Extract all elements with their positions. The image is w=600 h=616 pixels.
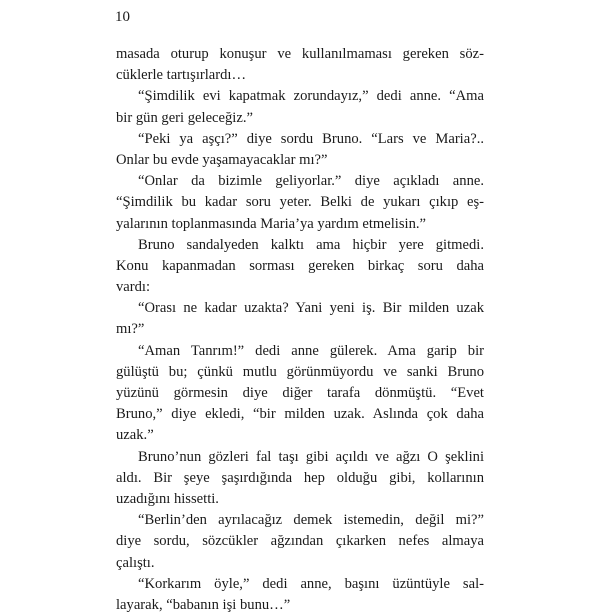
text-line: Bruno’nun gözleri fal taşı gibi açıldı ve ağzı O şeklini xyxy=(138,448,484,465)
body-text xyxy=(116,44,484,616)
text-line: uzak.” xyxy=(116,427,154,444)
text-line: Onlar bu evde yaşamayacaklar mı?” xyxy=(116,151,328,168)
text-line: yüzünü görmesin diye diğer tarafa dönmüştü. “Evet xyxy=(116,385,484,401)
text-line: “Onlar da bizimle geliyorlar.” diye açıkladı anne. xyxy=(138,173,484,190)
text-line: vardı: xyxy=(116,279,151,296)
text-line: Konu kapanmadan sorması gereken birkaç soru daha xyxy=(116,257,484,274)
text-line: “Berlin’den ayrılacağız demek istemedin, değil mi?” xyxy=(138,512,484,529)
text-line: gülüştü bu; çünkü mutlu görünmüyordu ve sanki Bruno xyxy=(116,363,484,380)
text-line: “Korkarım öyle,” dedi anne, başını üzüntüyle sal- xyxy=(138,575,484,592)
text-line: “Şimdilik evi kapatmak zorundayız,” dedi anne. “Ama xyxy=(138,88,484,105)
text-line: “Orası ne kadar uzakta? Yani yeni iş. Bir milden uzak xyxy=(138,300,484,317)
text-line: mı?” xyxy=(116,321,145,338)
text-line: aldı. Bir şeye şaşırdığında hep olduğu gibi, kollarının xyxy=(116,469,484,486)
text-line: cüklerle tartışırlardı… xyxy=(116,67,247,84)
text-line: Bruno,” diye ekledi, “bir milden uzak. Aslında çok daha xyxy=(116,406,484,423)
text-line: diye sordu, sözcükler ağzından çıkarken nefes almaya xyxy=(116,533,484,550)
text-line: masada oturup konuşur ve kullanılmaması gereken söz- xyxy=(116,46,484,62)
text-line: çalıştı. xyxy=(116,554,155,571)
text-line: Bruno sandalyeden kalktı ama hiçbir yere gitmedi. xyxy=(138,236,484,253)
text-line: “Peki ya aşçı?” diye sordu Bruno. “Lars ve Maria?.. xyxy=(138,130,484,147)
text-line: bir gün geri geleceğiz.” xyxy=(116,109,253,126)
text-line: uzadığını hissetti. xyxy=(116,490,219,507)
text-line: “Şimdilik bu kadar soru yeter. Belki de yukarı çıkıp eş- xyxy=(116,194,484,211)
text-line: “Aman Tanrım!” dedi anne gülerek. Ama garip bir xyxy=(138,342,484,359)
page-number: 10 xyxy=(115,9,130,25)
text-line: yalarının toplanmasında Maria’ya yardım etmelisin.” xyxy=(116,215,427,232)
text-line: layarak, “babanın işi bunu…” xyxy=(116,596,291,613)
